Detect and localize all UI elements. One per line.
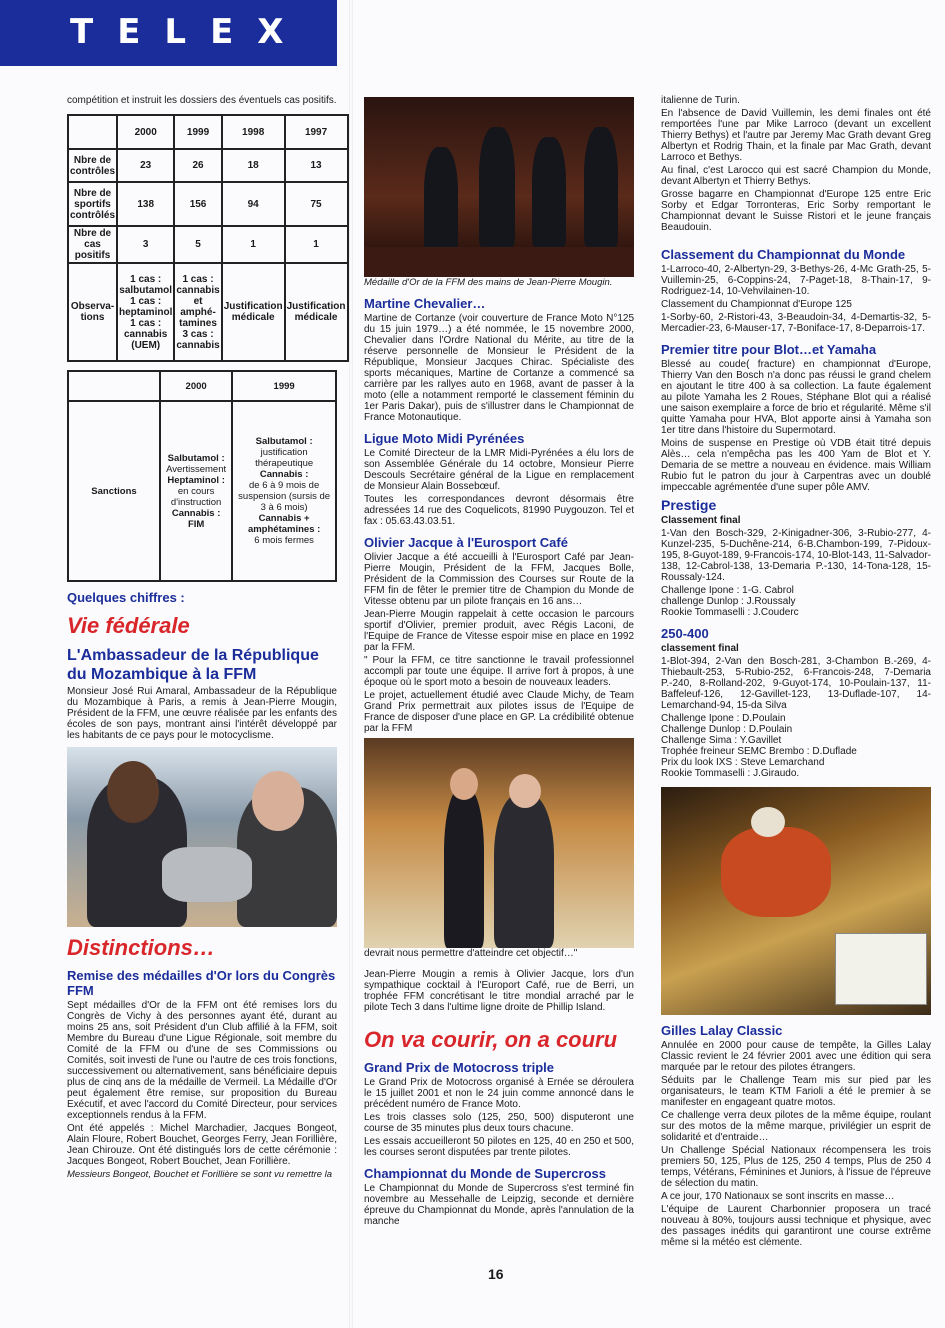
medal-ceremony-photo	[364, 97, 634, 277]
ligue-text: Le Comité Directeur de la LMR Midi-Pyrénées a élu lors de son Assemblée Générale du 14 octobre, Monsieur Pierre Descouls Secrétaire général de la Ligue en remplacement de Monsieur Alain Bossebœuf.	[364, 448, 634, 492]
column-3	[661, 95, 931, 1250]
on-va-courir-heading: On va courir, on a couru	[364, 1027, 618, 1052]
olivier-text: Olivier Jacque a été accueilli à l'Eurosport Café par Jean-Pierre Mougin, Président de la FFM, Jacques Bolle, Président de la Commission des Courses sur Route de la FFM fin de fêter le premier titre de Champion du Monde de Vitesse obtenu par un pilote français en 16 ans…	[364, 552, 634, 607]
intro-text: compétition et instruit les dossiers des éventuels cas positifs.	[67, 95, 337, 106]
classement-text: 1-Larroco-40, 2-Albertyn-29, 3-Bethys-26, 4-Mc Grath-25, 5-Vuillemin-25, 6-Coppins-24, 7-Paget-18, 8-Thain-17, 9-Rodriguez-14, 10-Vehvilainen-10.	[661, 264, 931, 297]
turin-text-4: Grosse bagarre en Championnat d'Europe 125 entre Eric Sorby et Edgar Torronteras, Eric Sorby remportant le Championnat devant le Suisse Ristori et le jeune français Beaudouin.	[661, 189, 931, 233]
c250-heading: 250-400	[661, 626, 709, 641]
table-header-cell: 1999	[174, 115, 221, 149]
table-row	[68, 149, 348, 182]
prestige-line: Rookie Tommaselli : J.Couderc	[661, 607, 799, 618]
page-fold	[349, 0, 353, 1328]
classement-text-2: Classement du Championnat d'Europe 125	[661, 299, 852, 310]
table-cell: 23	[117, 149, 174, 182]
prestige-line: Challenge Ipone : 1-G. Cabrol	[661, 585, 794, 596]
vie-federale-heading: Vie fédérale	[67, 613, 190, 638]
prestige-heading: Prestige	[661, 497, 717, 513]
lalay-text: Annulée en 2000 pour cause de tempête, la Gilles Lalay Classic revient le 24 février 2001 avec une édition qui sera marquée par le retour des pilotes étrangers.	[661, 1040, 931, 1073]
lalay-text-4: Un Challenge Spécial Nationaux récompensera les trois premiers 50, 125, Plus de 125, 250 4 temps, Plus de 250 4 temps, Vétérans, Féminines et Juniors, à l'issue de l'épreuve de sélection du matin.	[661, 1145, 931, 1189]
quelques-chiffres-heading: Quelques chiffres :	[67, 590, 185, 605]
sanction-line: en cours d'instruction	[170, 485, 222, 508]
ambassador-photo	[67, 747, 337, 927]
table-cell: 75	[285, 182, 348, 226]
olivier-text-2: Jean-Pierre Mougin rappelait à cette occasion le parcours sportif d'Olivier, premier produit, avec Régis Laconi, de l'Equipe de France de Vitesse espoir mise en place en 1992 par la FFM.	[364, 609, 634, 653]
medal-photo-caption: Médaille d'Or de la FFM des mains de Jean-Pierre Mougin.	[364, 277, 613, 288]
gp-text-3: Les essais accueilleront 50 pilotes en 125, 40 en 250 et 500, les courses seront disputées par trente pilotes.	[364, 1136, 634, 1158]
table-cell: Justification médicale	[285, 263, 348, 361]
turin-text-3: Au final, c'est Larocco qui est sacré Champion du Monde, devant Albertyn et Thierry Bethys.	[661, 165, 931, 187]
eurosport-cafe-photo	[364, 738, 634, 948]
table-cell: 138	[117, 182, 174, 226]
table-header-cell: 1999	[232, 371, 336, 401]
classement-text-3: 1-Sorby-60, 2-Ristori-43, 3-Beaudoin-34, 4-Demartis-32, 5-Mercadier-23, 6-Mauser-17, 7-Boniface-17, 8-Deparrois-17.	[661, 312, 931, 334]
olivier-heading: Olivier Jacque à l'Eurosport Café	[364, 535, 568, 550]
sanction-cell-2000	[160, 401, 232, 581]
table-header-cell: 2000	[117, 115, 174, 149]
prestige-text: 1-Van den Bosch-329, 2-Kinigadner-306, 3-Rubio-277, 4-Kunzel-235, 5-Duchêne-214, 6-B.Chambon-199, 7-Pidoux-195, 8-Guyot-189, 9-Francois-174, 10-Blot-143, 11-Salvador-138, 12-Cabrol-138, 13-Demaria P.-130, 14-Tona-128, 15-Roussaly-124.	[661, 528, 931, 583]
olivier-text-3: " Pour la FFM, ce titre sanctionne le travail professionnel accompli par toute une équipe. Il arrive fort à propos, à une époque où le sport moto a besoin de nouveaux leaders.	[364, 655, 634, 688]
table-row	[68, 263, 348, 361]
c250-line: Rookie Tommaselli : J.Giraudo.	[661, 768, 800, 779]
table-row	[68, 226, 348, 263]
remise-medailles-heading: Remise des médailles d'Or lors du Congrès FFM	[67, 968, 336, 998]
ligue-text-2: Toutes les correspondances devront désormais être adressées 14 rue des Coquelicots, 81990 Puygouzon. Tel et fax : 05.63.43.03.51.	[364, 494, 634, 527]
photo-caption-bottom: Messieurs Bongeot, Bouchet et Forillière se sont vu remettre la	[67, 1169, 333, 1180]
martine-text: Martine de Cortanze (voir couverture de France Moto N°125 du 15 juin 1979…) a été nommée, le 15 novembre 2000, Chevalier dans l'Ordre National du Mérite, au titre de la réserve personnelle de Monsieur le Président de la République, Monsieur Jacques Chirac. Spécialiste des sports mécaniques, Martine de Cortanze a commencé sa carrière par les rallyes auto en 1968, avant de passer à la moto (elle a notamment remporté le classement féminin du 1er Paris Dakar), puis de s'illustrer dans le Championnat de France Motonautique.	[364, 313, 634, 423]
table-cell: 18	[222, 149, 285, 182]
sanction-cell-1999	[232, 401, 336, 581]
olivier-text-5: devrait nous permettre d'atteindre cet objectif…"	[364, 948, 578, 959]
table-cell: 156	[174, 182, 221, 226]
sanction-line: 6 mois fermes	[254, 535, 314, 546]
sanction-line: Cannabis + amphétamines :	[247, 513, 321, 535]
grand-prix-heading: Grand Prix de Motocross triple	[364, 1060, 554, 1075]
gp-text-2: Les trois classes solo (125, 250, 500) disputeront une course de 35 minutes plus deux tours chacune.	[364, 1112, 634, 1134]
table-cell: 94	[222, 182, 285, 226]
page-number: 16	[488, 1266, 504, 1282]
c250-line: Challenge Ipone : D.Poulain	[661, 713, 786, 724]
martine-heading: Martine Chevalier…	[364, 296, 486, 311]
blot-text-2: Moins de suspense en Prestige où VDB était titré depuis Alès… cela n'empêcha pas les 400 Yam de Blot et Y. Demaria de se mettre a nouveau en évidence. mais William Rubio fut le patron du jour à Carpentras avec un doublé impeccable agrémentée d'une super pôle AMV.	[661, 438, 931, 493]
table-cell: 1 cas : salbutamol 1 cas : heptaminol 1 cas : cannabis (UEM)	[117, 263, 174, 361]
table-cell: 1	[222, 226, 285, 263]
gilles-lalay-heading: Gilles Lalay Classic	[661, 1023, 783, 1038]
supercross-text: Le Championnat du Monde de Supercross s'est terminé fin novembre au Messehalle de Leipzig, seconde et dernière épreuve du Championnat du Monde, après l'annulation de la manche	[364, 1183, 634, 1227]
classement-monde-heading: Classement du Championnat du Monde	[661, 247, 906, 262]
table-cell: 26	[174, 149, 221, 182]
c250-line: Challenge Sima : Y.Gavillet	[661, 735, 782, 746]
row-label: Nbre de cas positifs	[68, 226, 117, 263]
lalay-text-5: A ce jour, 170 Nationaux se sont inscrits en masse…	[661, 1191, 895, 1202]
c250-text: 1-Blot-394, 2-Van den Bosch-281, 3-Chambon B.-269, 4-Thiebault-253, 5-Rubio-252, 6-Francois-248, 7-Demaria P.-240, 8-Rolland-202, 9-Guyot-174, 10-Poulain-137, 11-Baffeleuf-126, 12-Gavillet-123, 13-Duflade-107, 14-Lemarchand-94, 15-da Silva	[661, 656, 931, 711]
olivier-text-4: Le projet, actuellement étudié avec Claude Michy, de Team Grand Prix permettrait aux pilotes issus de l'Equipe de France de disposer d'une place en GP. La crédibilité obtenue par la FFM	[364, 690, 634, 734]
column-1	[67, 95, 346, 1182]
table-header-cell	[68, 371, 160, 401]
controls-table	[67, 114, 349, 362]
remise-text: Sept médailles d'Or de la FFM ont été remises lors du Congrès de Vichy à des personnes ayant été, durant au moins 25 ans, soit Président d'un Club affilié à la FFM, soit Membre du Bureau d'une Ligue Régionale, soit membre du Comité de la FFM ou d'une de ses Commissions ou Comités, soit investi de l'une ou l'autre de ces trois fonctions, successivement ou alternativement, sans bénéficiaire depuis plus de cinq ans de la médaille de Vermeil. La Médaille d'Or peut également être remise, sur proposition du Bureau Exécutif, et avec l'accord du Comité Directeur, pour services exceptionnels rendus à la FFM.	[67, 1000, 337, 1121]
table-cell: 5	[174, 226, 221, 263]
c250-subheading: classement final	[661, 643, 739, 654]
page-title: TELEX	[70, 12, 308, 52]
sanction-line: de 6 à 9 mois de suspension (sursis de 3 à 6 mois)	[238, 480, 331, 513]
supercross-heading: Championnat du Monde de Supercross	[364, 1166, 606, 1181]
blot-yamaha-heading: Premier titre pour Blot…et Yamaha	[661, 342, 877, 357]
c250-line: Prix du look IXS : Steve Lemarchand	[661, 757, 825, 768]
table-header-cell: 2000	[160, 371, 232, 401]
ambassadeur-text: Monsieur José Rui Amaral, Ambassadeur de la République du Mozambique à Paris, a remis à Jean-Pierre Mougin, Président de la FFM, une œuvre réalisée par les enfants des écoles de son pays, montrant ainsi l'intérêt développé par les habitants de ce pays pour le motocyclisme.	[67, 686, 337, 741]
table-cell: 3	[117, 226, 174, 263]
prestige-subheading: Classement final	[661, 515, 741, 526]
table-header-cell: 1998	[222, 115, 285, 149]
sanction-line: Cannabis :	[259, 469, 309, 480]
table-header-cell: 1997	[285, 115, 348, 149]
c250-line: Trophée freineur SEMC Brembo : D.Duflade	[661, 746, 857, 757]
column-2	[364, 95, 634, 1229]
ligue-heading: Ligue Moto Midi Pyrénées	[364, 431, 525, 446]
row-label: Nbre de contrôles	[68, 149, 117, 182]
blot-text: Blessé au coude( fracture) en championnat d'Europe, Thierry Van den Bosch n'a donc pas réussi le grand chelem en ajoutant le titre 400 à sa collection. La faute également au pilote Yamaha les 2 Roues, Stéphane Blot qui a réalisé une saison exemplaire a force de brio et régularité. Même s'il quitte Yamaha pour HVA, Blot apporte ainsi à Yamaha son 1er titre dans l'histoire du Supermotard.	[661, 359, 931, 436]
sanction-line: Salbutamol :	[167, 452, 225, 464]
lalay-text-6: L'équipe de Laurent Charbonnier proposera un tracé nouveau à 80%, toujours aussi technique et physique, avec des passages inédits qui garantiront une course extrême même si la météo est clémente.	[661, 1204, 931, 1248]
table-row	[68, 401, 336, 581]
row-label: Observa-tions	[68, 263, 117, 361]
prestige-line: challenge Dunlop : J.Roussaly	[661, 596, 796, 607]
enduro-photo	[661, 787, 931, 1015]
table-cell: 1 cas : cannabis et amphé-tamines 3 cas : cannabis	[174, 263, 221, 361]
sanction-line: Cannabis : FIM	[171, 507, 221, 530]
sanction-line: Avertissement	[166, 463, 227, 475]
table-cell: Justification médicale	[222, 263, 285, 361]
table-cell: 13	[285, 149, 348, 182]
row-label: Sanctions	[68, 401, 160, 581]
table-cell: 1	[285, 226, 348, 263]
lalay-text-3: Ce challenge verra deux pilotes de la même équipe, roulant sur des motos de la même marque, privilégier un esprit de solidarité et d'entraide…	[661, 1110, 931, 1143]
ambassadeur-heading: L'Ambassadeur de la République du Mozambique à la FFM	[67, 647, 319, 683]
turin-text: italienne de Turin.	[661, 95, 740, 106]
c250-line: Challenge Dunlop : D.Poulain	[661, 724, 793, 735]
lalay-text-2: Séduits par le Challenge Team mis sur pied par les organisateurs, le team KTM Farioli a été le premier à se manifester en engageant quatre motos.	[661, 1075, 931, 1108]
turin-text-2: En l'absence de David Vuillemin, les demi finales ont été remportées l'une par Mike Larroco (devant un excellent Thierry Bethys) et l'autre par Jeremy Mac Grath devant Greg Albertyn et Rodrig Thain, et la finale par Mac Grath, devant Larroco et Bethys.	[661, 108, 931, 163]
table-row	[68, 182, 348, 226]
table-header-cell	[68, 115, 117, 149]
row-label: Nbre de sportifs contrôlés	[68, 182, 117, 226]
gp-text: Le Grand Prix de Motocross organisé à Ernée se déroulera le 15 juillet 2001 et non le 24 juin comme annoncé dans le précédent numéro de France Moto.	[364, 1077, 634, 1110]
header-banner	[0, 0, 337, 66]
sanction-line: justification thérapeutique	[255, 447, 314, 469]
map-inset	[835, 933, 927, 1005]
distinctions-heading: Distinctions…	[67, 935, 215, 960]
sanction-line: Heptaminol :	[167, 474, 225, 486]
sanctions-table	[67, 370, 337, 582]
sanction-line: Salbutamol :	[255, 436, 313, 447]
appeles-text: Ont été appelés : Michel Marchadier, Jacques Bongeot, Alain Floure, Robert Bouchet, Georges Ferry, Jean Forillière, Jean Chirouze. Ont été distingués lors de cette cérémonie : Jacques Bongeot, Robert Bouchet, Jean Forillière.	[67, 1123, 337, 1167]
olivier-text-6: Jean-Pierre Mougin a remis à Olivier Jacque, lors d'un sympathique cocktail à l'Europort Café, rue de Berri, un trophée FFM concrétisant le titre mondial arraché par le pilote Tech 3 dans l'ultime ligne droite de Phillip Island.	[364, 969, 634, 1013]
